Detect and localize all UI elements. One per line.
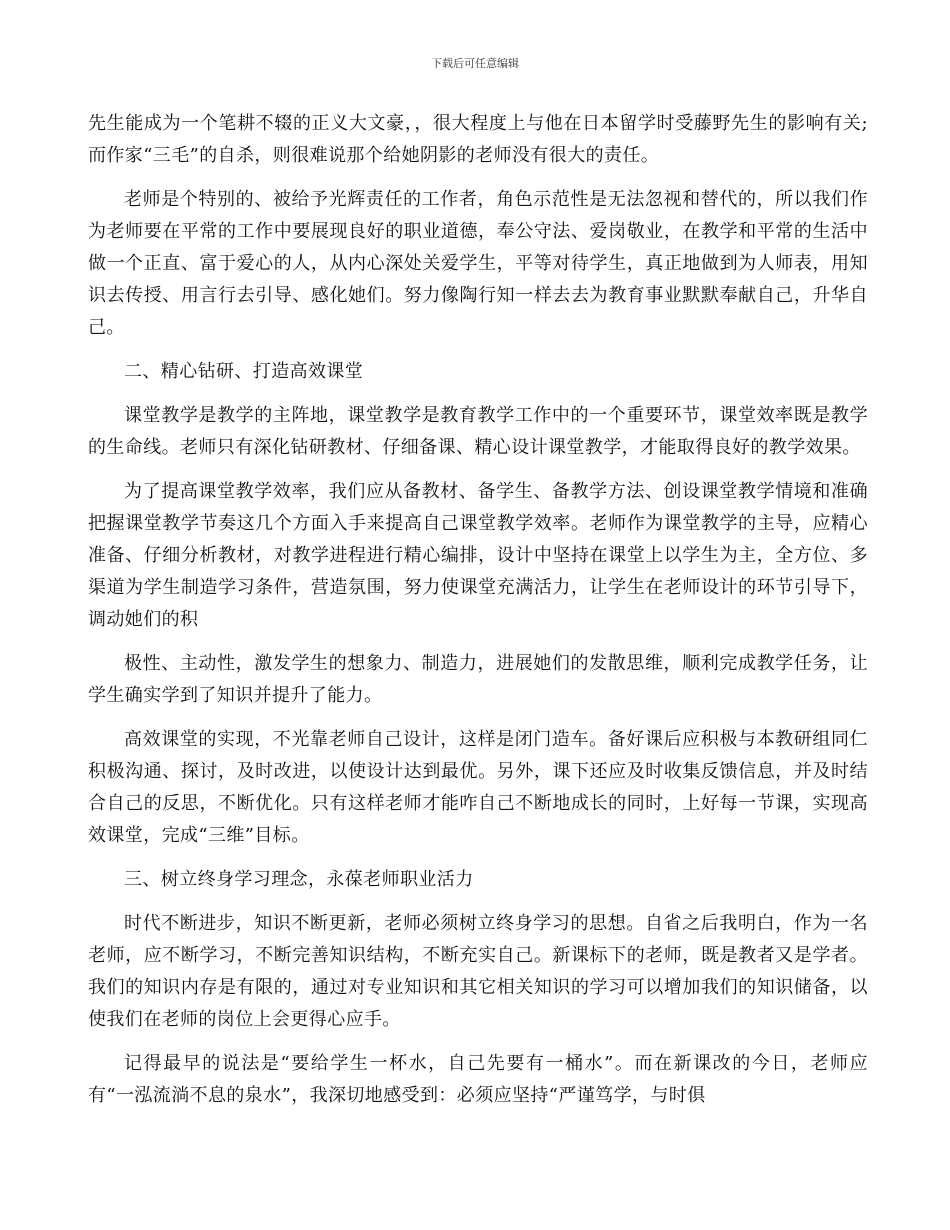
paragraph: 先生能成为一个笔耕不辍的正义大文豪，，很大程度上与他在日本留学时受藤野先生的影响有关;而作家“三毛”的自杀，则很难说那个给她阴影的老师没有很大的责任。 [88, 113, 868, 166]
paragraph: 老师是个特别的、被给予光辉责任的工作者，角色示范性是无法忽视和替代的，所以我们作为老师要在平常的工作中要展现良好的职业道德，奉公守法、爱岗敬业，在教学和平常的生活中做一个正直、富于爱心的人，从内心深处关爱学生，平等对待学生，真正地做到为人师表，用知识去传授、用言行去引导、感化她们。努力像陶行知一样去去为教育事业默默奉献自己，升华自己。 [88, 189, 868, 338]
paragraph: 为了提高课堂教学效率，我们应从备教材、备学生、备教学方法、创设课堂教学情境和准确把握课堂教学节奏这几个方面入手来提高自己课堂教学效率。老师作为课堂教学的主导，应精心准备、仔细分析教材，对教学进程进行精心编排，设计中坚持在课堂上以学生为主，全方位、多渠道为学生制造学习条件，营造氛围，努力使课堂充满活力，让学生在老师设计的环节引导下，调动她们的积 [88, 481, 868, 630]
section-heading: 二、精心钻研、打造高效课堂 [124, 361, 364, 382]
paragraph: 课堂教学是教学的主阵地，课堂教学是教育教学工作中的一个重要环节，课堂效率既是教学的生命线。老师只有深化钻研教材、仔细备课、精心设计课堂教学，才能取得良好的教学效果。 [88, 405, 868, 458]
paragraph: 高效课堂的实现，不光靠老师自己设计，这样是闭门造车。备好课后应积极与本教研组同仁积极沟通、探讨，及时改进，以使设计达到最优。另外，课下还应及时收集反馈信息，并及时结合自己的反思，不断优化。只有这样老师才能咋自己不断地成长的同时，上好每一节课，实现高效课堂，完成“三维”目标。 [88, 729, 868, 846]
section-heading: 三、树立终身学习理念，永葆老师职业活力 [124, 869, 474, 890]
document-body [88, 108, 868, 1124]
paragraph: 时代不断进步，知识不断更新，老师必须树立终身学习的思想。自省之后我明白，作为一名老师，应不断学习，不断完善知识结构，不断充实自己。新课标下的老师，既是教者又是学者。我们的知识内存是有限的，通过对专业知识和其它相关知识的学习可以增加我们的知识储备，以使我们在老师的岗位上会更得心应手。 [88, 913, 868, 1030]
page-header: 下载后可任意编辑 [431, 57, 519, 70]
paragraph: 记得最早的说法是“要给学生一杯水，自己先要有一桶水”。而在新课改的今日，老师应有“一泓流淌不息的泉水”，我深切地感受到：必须应坚持“严谨笃学，与时俱 [88, 1053, 868, 1106]
paragraph: 极性、主动性，激发学生的想象力、制造力，进展她们的发散思维，顺利完成教学任务，让学生确实学到了知识并提升了能力。 [88, 653, 868, 706]
